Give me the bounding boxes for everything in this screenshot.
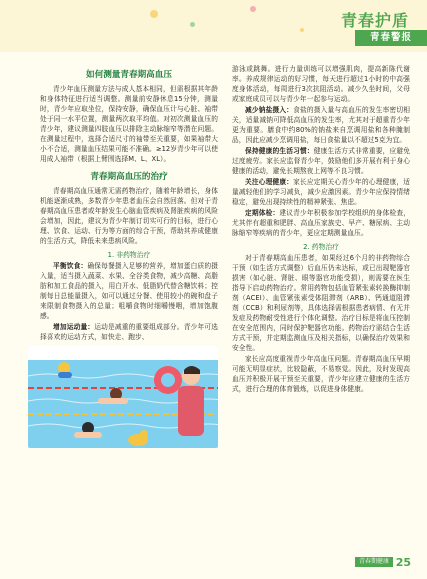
right-column — [232, 64, 410, 395]
paragraph — [40, 261, 218, 321]
page-number: 25 — [395, 556, 411, 569]
paragraph — [232, 146, 410, 176]
paragraph-lead: 平衡饮食： — [53, 262, 88, 270]
swimming-pool-illustration — [28, 346, 218, 448]
decorative-dot — [250, 6, 256, 12]
paragraph-lead: 减少钠盐摄入： — [245, 106, 294, 114]
paragraph: 家长应高度重视青少年高血压问题。青春期高血压早期可能无明显症状，比较隐蔽，不易察觉。因此，及时发现高血压并积极开展干预至关重要，青少年应建立健康的生活方式，进行合理的体育锻炼，以促进身体健康。 — [232, 355, 410, 393]
paragraph — [40, 322, 218, 342]
paragraph-body: 家长应定期关心青少年的心理健康，适量减轻他们的学习减负，减少应激因素。青少年应保持情绪稳定，避免出现持续性的精神紧张、焦虑。 — [232, 178, 410, 206]
publication-name: 青春期健康 — [355, 557, 393, 567]
paragraph-body: 食盐的摄入量与高血压的发生率密切相关，适量减钠可降低高血压的发生率，尤其对于超重青少年更为重要。膳食中约80%的钠盐来自烹调用盐和各种腌制品，因此应减少烹调用盐，每日食盐量以不超过5克为宜。 — [232, 106, 410, 144]
decorative-dot — [150, 10, 158, 18]
subsection-heading: 2. 药物治疗 — [303, 243, 339, 251]
paragraph: 对于青春期高血压患者，如果经过6个月的非药物综合干预（如生活方式调整）后血压仍未达标，或已出现靶器官损害（如心脏、肾脏、眼等器官功能受损），则需要在医生指导下启动药物治疗。常用药物包括血管紧张素转换酶抑制剂（ACEI）、血管紧张素受体阻滞剂（ARB）、钙通道阻滞剂（CCB）和利尿剂等，具体选择需根据患者病情、有无并发症及药物耐受性进行个体化调整。治疗目标是将血压控制在安全范围内，同时保护靶器官功能。药物治疗需结合生活方式干预，并定期监测血压及相关指标，以确保治疗效果和安全性。 — [232, 254, 410, 352]
paragraph-body: 确保每餐摄入足够的营养，增加蛋白质的摄入量，适当摄入蔬菜、水果、全谷类食物，减少高糖、高脂肪和加工食品的摄入，用白开水、低脂奶代替含糖饮料；控制每日总能量摄入，如可以通过分餐、使用较小的碗和盘子来限制食物摄入的总量；咀嚼食物时细嚼慢咽，增加饱腹感。 — [40, 262, 219, 320]
paragraph-lead: 增加运动量： — [53, 323, 95, 331]
paragraph-body: 健康生活方式非常重要，应避免过度疲劳。家长应监督青少年，鼓励他们多开展有利于身心健康的活动，避免长期熬夜上网等不良习惯。 — [232, 147, 411, 175]
paragraph-body: 运动是减重的重要组成部分。青少年可选择喜欢的运动方式，如快走、跑步、 — [40, 323, 218, 341]
paragraph-lead: 关注心理健康： — [245, 178, 294, 186]
paragraph: 游泳或跳舞。进行力量训练可以增强肌肉，提高新陈代谢率。养成规律运动的好习惯，每天进行超过1小时的中高强度身体活动，每周进行3次抗阻活动。减少久坐时间，父母或家庭成员可以与青少年一起参与运动。 — [232, 65, 410, 103]
paragraph-lead: 定期体检： — [245, 209, 280, 217]
header-band — [0, 0, 427, 52]
paragraph-lead: 保持健康的生活习惯： — [245, 147, 314, 155]
paragraph — [232, 105, 410, 145]
section-title: 如何测量青春期高血压 — [86, 70, 172, 80]
paragraph — [232, 177, 410, 207]
decorative-dot — [300, 28, 304, 32]
paragraph — [232, 208, 410, 238]
paragraph: 青春期高血压通常无需药物治疗，随着年龄增长，身体机能逐渐成熟，多数青少年患者血压会自然回落。但对于青春期高血压患者或年龄发生心脑血管疾病及肾脏疾病的风险会增加，因此，建议为青少年制订切实可行的目标，进行心理、饮食、运动、行为等方面的综合干预，帮助其养成健康的生活方式，降低未来患病风险。 — [40, 187, 218, 245]
paragraph-body: 建议青少年积极参加学校组织的身体检查，尤其伴有超重和肥胖、高血压家族史、早产、糖尿病、主动脉缩窄等疾病的青少年，更应定期测量血压。 — [232, 209, 411, 237]
column-title: 青春护盾 — [340, 11, 409, 30]
left-column — [40, 64, 218, 452]
subsection-heading: 1. 非药物治疗 — [107, 251, 151, 259]
column-subtitle: 青春警报 — [355, 30, 427, 46]
section-title: 青春期高血压的治疗 — [90, 172, 168, 182]
paragraph: 青少年血压测量方法与成人基本相同，但需根据其年龄和身体特征进行适当调整。测量前安静休息15分钟，测量时，青少年应取坐位，保持安静，确保血压计与心脏、袖带处于同一水平位置，测量两次取平均值。对初次测量血压的青少年，建议测量四肢血压以排除主动脉缩窄等潜在问题。在测量过程中，选择合适尺寸的袖带至关重要，如果袖带大小不合适，测量血压结果可能不准确。≥12岁青少年可以使用成人袖带（根据上臂围选择M、L、XL）。 — [40, 85, 218, 163]
decorative-dot — [190, 22, 195, 27]
